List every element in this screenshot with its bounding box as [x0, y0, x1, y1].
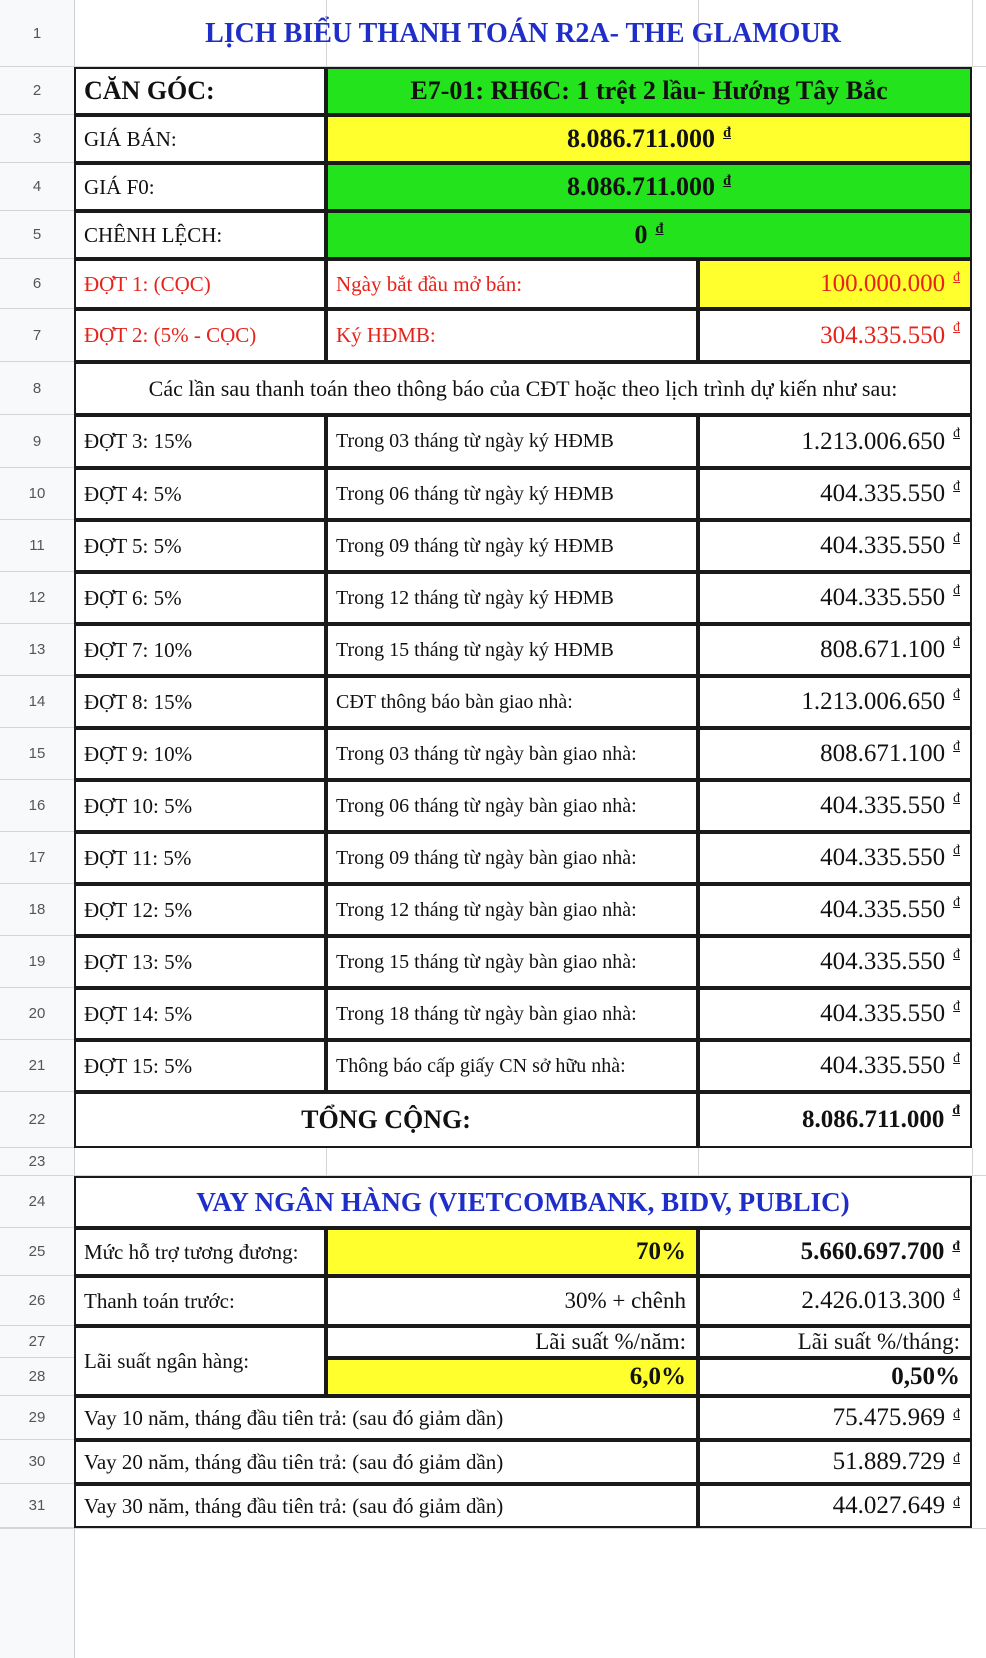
row-number[interactable]: 16 — [0, 780, 74, 832]
payment-desc-cell-text: Trong 03 tháng từ ngày ký HĐMB — [336, 430, 614, 452]
schedule-note[interactable] — [74, 362, 972, 415]
currency-symbol: đ — [953, 789, 960, 805]
payment-phase-cell[interactable] — [74, 936, 326, 988]
payment-desc-cell[interactable] — [326, 988, 698, 1040]
total-label-text: TỔNG CỘNG: — [301, 1105, 471, 1134]
gia-ban-label-text: GIÁ BÁN: — [84, 126, 177, 151]
row-number[interactable]: 3 — [0, 115, 74, 163]
payment-amount-cell-text: 404.335.550 — [820, 896, 946, 923]
gia-f0-label[interactable] — [74, 163, 326, 211]
row-number[interactable]: 1 — [0, 0, 74, 67]
currency-symbol: đ — [953, 1449, 960, 1465]
support-percent[interactable] — [326, 1228, 698, 1276]
payment-desc-cell-text: Trong 15 tháng từ ngày ký HĐMB — [336, 638, 614, 661]
row-number[interactable]: 14 — [0, 676, 74, 728]
early-amount-cell[interactable] — [698, 259, 972, 309]
early-phase-cell-text: ĐỢT 1: (CỌC) — [84, 271, 211, 296]
payment-amount-cell-text: 404.335.550 — [820, 844, 946, 871]
rate-year-value[interactable] — [326, 1358, 698, 1396]
row-number[interactable]: 28 — [0, 1358, 74, 1396]
currency-symbol: đ — [953, 737, 960, 753]
row-number[interactable]: 6 — [0, 259, 74, 309]
loan-term-label-text: Vay 20 năm, tháng đầu tiên trả: (sau đó giảm dần) — [84, 1449, 504, 1474]
payment-amount-cell-text: 404.335.550 — [820, 792, 946, 819]
payment-amount-cell-text: 404.335.550 — [820, 532, 946, 559]
chenh-lech-value[interactable] — [326, 211, 972, 259]
payment-desc-cell[interactable] — [326, 624, 698, 676]
row-number[interactable]: 2 — [0, 67, 74, 115]
payment-phase-cell-text: ĐỢT 4: 5% — [84, 481, 182, 506]
rate-label-text: Lãi suất ngân hàng: — [84, 1348, 250, 1373]
row-number[interactable]: 21 — [0, 1040, 74, 1092]
prepay-desc-text: 30% + chênh — [564, 1288, 686, 1313]
payment-phase-cell-text: ĐỢT 12: 5% — [84, 897, 193, 922]
currency-symbol: đ — [723, 172, 732, 189]
row-number[interactable]: 5 — [0, 211, 74, 259]
payment-phase-cell-text: ĐỢT 10: 5% — [84, 793, 193, 818]
payment-desc-cell[interactable] — [326, 832, 698, 884]
rate-year-value-text: 6,0% — [629, 1363, 686, 1390]
currency-symbol: đ — [953, 268, 960, 284]
row-number[interactable]: 20 — [0, 988, 74, 1040]
row-number[interactable]: 29 — [0, 1396, 74, 1440]
row-number[interactable]: 25 — [0, 1228, 74, 1276]
can-goc-label[interactable] — [74, 67, 326, 115]
payment-amount-cell[interactable] — [698, 936, 972, 988]
gia-f0-label-text: GIÁ F0: — [84, 174, 155, 199]
payment-phase-cell[interactable] — [74, 572, 326, 624]
early-amount-cell[interactable] — [698, 309, 972, 362]
total-label[interactable] — [74, 1092, 698, 1148]
support-label-text: Mức hỗ trợ tương đương: — [84, 1239, 299, 1264]
can-goc-value[interactable] — [326, 67, 972, 115]
loan-term-label[interactable] — [74, 1484, 698, 1528]
loan-term-label-text: Vay 30 năm, tháng đầu tiên trả: (sau đó giảm dần) — [84, 1493, 504, 1518]
rate-year-label-text: Lãi suất %/năm: — [535, 1329, 686, 1354]
payment-phase-cell[interactable] — [74, 780, 326, 832]
row-number[interactable]: 9 — [0, 415, 74, 468]
loan-term-label[interactable] — [74, 1396, 698, 1440]
schedule-note-text: Các lần sau thanh toán theo thông báo của CĐT hoặc theo lịch trình dự kiến như sau: — [148, 375, 898, 401]
currency-symbol: đ — [723, 124, 732, 141]
payment-desc-cell-text: Trong 03 tháng từ ngày bàn giao nhà: — [336, 742, 637, 765]
payment-amount-cell[interactable] — [698, 468, 972, 520]
payment-desc-cell-text: Trong 06 tháng từ ngày ký HĐMB — [336, 482, 614, 505]
gia-ban-label[interactable] — [74, 115, 326, 163]
early-desc-cell[interactable] — [326, 259, 698, 309]
loan-term-amount[interactable] — [698, 1396, 972, 1440]
total-amount[interactable] — [698, 1092, 972, 1148]
payment-desc-cell-text: Trong 18 tháng từ ngày bàn giao nhà: — [336, 1002, 637, 1025]
payment-phase-cell[interactable] — [74, 884, 326, 936]
chenh-lech-label[interactable] — [74, 211, 326, 259]
rate-month-value-text: 0,50% — [891, 1363, 960, 1390]
early-desc-cell-text: Ngày bắt đầu mở bán: — [336, 271, 523, 296]
early-phase-cell[interactable] — [74, 309, 326, 362]
payment-phase-cell[interactable] — [74, 728, 326, 780]
payment-phase-cell-text: ĐỢT 3: 15% — [84, 429, 193, 453]
loan-term-amount-text: 44.027.649 — [832, 1492, 946, 1519]
rate-month-label[interactable] — [698, 1326, 972, 1358]
row-number[interactable]: 31 — [0, 1484, 74, 1528]
payment-desc-cell[interactable] — [326, 728, 698, 780]
payment-desc-cell-text: Thông báo cấp giấy CN sở hữu nhà: — [336, 1054, 626, 1077]
payment-amount-cell[interactable] — [698, 832, 972, 884]
currency-symbol: đ — [953, 633, 960, 649]
loan-term-amount-text: 51.889.729 — [832, 1448, 946, 1475]
total-amount-text: 8.086.711.000 — [801, 1106, 945, 1133]
currency-symbol: đ — [953, 1493, 960, 1509]
payment-phase-cell-text: ĐỢT 5: 5% — [84, 533, 182, 558]
grid-line — [698, 1148, 699, 1176]
grid-line — [326, 1148, 327, 1176]
loan-term-amount-text: 75.475.969 — [832, 1404, 946, 1431]
payment-desc-cell[interactable] — [326, 1040, 698, 1092]
chenh-lech-label-text: CHÊNH LỆCH: — [84, 222, 223, 247]
rate-label[interactable] — [74, 1326, 326, 1396]
currency-symbol: đ — [953, 424, 960, 440]
payment-phase-cell-text: ĐỢT 14: 5% — [84, 1001, 193, 1026]
row-number-column — [0, 0, 75, 1658]
currency-symbol: đ — [953, 477, 960, 493]
grid-line — [972, 1148, 973, 1176]
payment-amount-cell[interactable] — [698, 572, 972, 624]
currency-symbol: đ — [953, 685, 960, 701]
early-desc-cell-text: Ký HĐMB: — [336, 323, 436, 347]
payment-desc-cell[interactable] — [326, 936, 698, 988]
currency-symbol: đ — [953, 945, 960, 961]
payment-amount-cell[interactable] — [698, 1040, 972, 1092]
gia-ban-value-text: 8.086.711.000 — [566, 124, 716, 153]
prepay-amount[interactable] — [698, 1276, 972, 1326]
payment-amount-cell[interactable] — [698, 520, 972, 572]
row-number[interactable]: 10 — [0, 468, 74, 520]
payment-amount-cell-text: 404.335.550 — [820, 1052, 946, 1079]
payment-amount-cell-text: 808.671.100 — [820, 636, 946, 663]
support-amount[interactable] — [698, 1228, 972, 1276]
prepay-desc[interactable] — [326, 1276, 698, 1326]
currency-symbol: đ — [953, 997, 960, 1013]
gia-ban-value[interactable] — [326, 115, 972, 163]
payment-amount-cell[interactable] — [698, 676, 972, 728]
gia-f0-value[interactable] — [326, 163, 972, 211]
early-desc-cell[interactable] — [326, 309, 698, 362]
payment-desc-cell[interactable] — [326, 572, 698, 624]
currency-symbol: đ — [953, 893, 960, 909]
payment-desc-cell[interactable] — [326, 415, 698, 468]
row-number[interactable]: 12 — [0, 572, 74, 624]
payment-phase-cell-text: ĐỢT 7: 10% — [84, 637, 193, 662]
payment-desc-cell-text: Trong 12 tháng từ ngày bàn giao nhà: — [336, 898, 637, 921]
payment-phase-cell-text: ĐỢT 8: 15% — [84, 689, 193, 714]
payment-phase-cell[interactable] — [74, 415, 326, 468]
loan-term-amount[interactable] — [698, 1484, 972, 1528]
payment-phase-cell[interactable] — [74, 520, 326, 572]
payment-desc-cell[interactable] — [326, 676, 698, 728]
gia-f0-value-text: 8.086.711.000 — [566, 172, 716, 201]
payment-desc-cell-text: Trong 09 tháng từ ngày ký HĐMB — [336, 534, 614, 557]
payment-amount-cell[interactable] — [698, 415, 972, 468]
chenh-lech-value-text: 0 — [634, 220, 648, 249]
payment-amount-cell[interactable] — [698, 624, 972, 676]
payment-phase-cell[interactable] — [74, 468, 326, 520]
currency-symbol: đ — [953, 1285, 960, 1301]
row-number[interactable]: 23 — [0, 1148, 74, 1176]
row-number[interactable]: 15 — [0, 728, 74, 780]
row-number[interactable]: 27 — [0, 1326, 74, 1358]
currency-symbol: đ — [953, 1405, 960, 1421]
currency-symbol: đ — [952, 1237, 960, 1253]
grid-line — [972, 0, 973, 67]
row-number[interactable]: 13 — [0, 624, 74, 676]
currency-symbol: đ — [953, 529, 960, 545]
row-number[interactable]: 17 — [0, 832, 74, 884]
payment-amount-cell-text: 1.213.006.650 — [801, 427, 946, 455]
rate-month-label-text: Lãi suất %/tháng: — [797, 1329, 960, 1354]
payment-amount-cell[interactable] — [698, 780, 972, 832]
currency-symbol: đ — [952, 1101, 960, 1117]
payment-amount-cell-text: 808.671.100 — [820, 740, 946, 767]
payment-desc-cell-text: Trong 06 tháng từ ngày bàn giao nhà: — [336, 794, 637, 817]
payment-phase-cell-text: ĐỢT 15: 5% — [84, 1053, 193, 1078]
payment-phase-cell[interactable] — [74, 676, 326, 728]
currency-symbol: đ — [655, 220, 664, 237]
support-percent-text: 70% — [636, 1238, 686, 1265]
payment-desc-cell-text: CĐT thông báo bàn giao nhà: — [336, 690, 573, 713]
row-number[interactable]: 11 — [0, 520, 74, 572]
payment-phase-cell[interactable] — [74, 624, 326, 676]
page-title[interactable] — [74, 0, 972, 67]
payment-desc-cell-text: Trong 12 tháng từ ngày ký HĐMB — [336, 586, 614, 609]
early-phase-cell[interactable] — [74, 259, 326, 309]
row-number[interactable]: 18 — [0, 884, 74, 936]
payment-phase-cell[interactable] — [74, 832, 326, 884]
early-phase-cell-text: ĐỢT 2: (5% - CỌC) — [84, 323, 257, 347]
payment-amount-cell-text: 404.335.550 — [820, 584, 946, 611]
row-number[interactable]: 8 — [0, 362, 74, 415]
row-number[interactable]: 4 — [0, 163, 74, 211]
prepay-amount-text: 2.426.013.300 — [801, 1287, 946, 1314]
row-number[interactable]: 26 — [0, 1276, 74, 1326]
currency-symbol: đ — [953, 841, 960, 857]
currency-symbol: đ — [953, 581, 960, 597]
loan-title[interactable] — [74, 1176, 972, 1228]
grid-line — [0, 1528, 986, 1529]
payment-phase-cell-text: ĐỢT 6: 5% — [84, 585, 182, 610]
can-goc-label-text: CĂN GÓC: — [84, 76, 215, 105]
early-amount-cell-text: 100.000.000 — [820, 270, 946, 297]
payment-amount-cell-text: 404.335.550 — [820, 480, 946, 507]
prepay-label-text: Thanh toán trước: — [84, 1288, 235, 1313]
row-number[interactable]: 22 — [0, 1092, 74, 1148]
payment-amount-cell-text: 404.335.550 — [820, 1000, 946, 1027]
payment-desc-cell[interactable] — [326, 780, 698, 832]
row-number[interactable]: 7 — [0, 309, 74, 362]
row-number[interactable]: 19 — [0, 936, 74, 988]
payment-phase-cell-text: ĐỢT 9: 10% — [84, 741, 193, 766]
payment-amount-cell-text: 404.335.550 — [820, 948, 946, 975]
support-label[interactable] — [74, 1228, 326, 1276]
payment-amount-cell[interactable] — [698, 988, 972, 1040]
payment-amount-cell-text: 1.213.006.650 — [801, 688, 946, 715]
row-number[interactable]: 24 — [0, 1176, 74, 1228]
payment-desc-cell[interactable] — [326, 520, 698, 572]
payment-phase-cell-text: ĐỢT 11: 5% — [84, 845, 192, 870]
row-number[interactable]: 30 — [0, 1440, 74, 1484]
payment-amount-cell[interactable] — [698, 728, 972, 780]
loan-term-label-text: Vay 10 năm, tháng đầu tiên trả: (sau đó giảm dần) — [84, 1405, 504, 1430]
rate-year-label[interactable] — [326, 1326, 698, 1358]
page-title-text: LỊCH BIỂU THANH TOÁN R2A- THE GLAMOUR — [205, 17, 841, 49]
can-goc-value-text: E7-01: RH6C: 1 trệt 2 lầu- Hướng Tây Bắc — [410, 76, 888, 105]
support-amount-text: 5.660.697.700 — [800, 1238, 945, 1265]
payment-phase-cell[interactable] — [74, 988, 326, 1040]
currency-symbol: đ — [953, 1049, 960, 1065]
rate-month-value[interactable] — [698, 1358, 972, 1396]
payment-desc-cell[interactable] — [326, 468, 698, 520]
prepay-label[interactable] — [74, 1276, 326, 1326]
loan-term-label[interactable] — [74, 1440, 698, 1484]
payment-desc-cell[interactable] — [326, 884, 698, 936]
payment-desc-cell-text: Trong 09 tháng từ ngày bàn giao nhà: — [336, 846, 637, 869]
currency-symbol: đ — [953, 318, 960, 334]
payment-phase-cell-text: ĐỢT 13: 5% — [84, 949, 193, 974]
payment-desc-cell-text: Trong 15 tháng từ ngày bàn giao nhà: — [336, 950, 637, 973]
payment-phase-cell[interactable] — [74, 1040, 326, 1092]
early-amount-cell-text: 304.335.550 — [820, 321, 946, 349]
payment-amount-cell[interactable] — [698, 884, 972, 936]
loan-term-amount[interactable] — [698, 1440, 972, 1484]
loan-title-text: VAY NGÂN HÀNG (VIETCOMBANK, BIDV, PUBLIC) — [196, 1186, 850, 1217]
